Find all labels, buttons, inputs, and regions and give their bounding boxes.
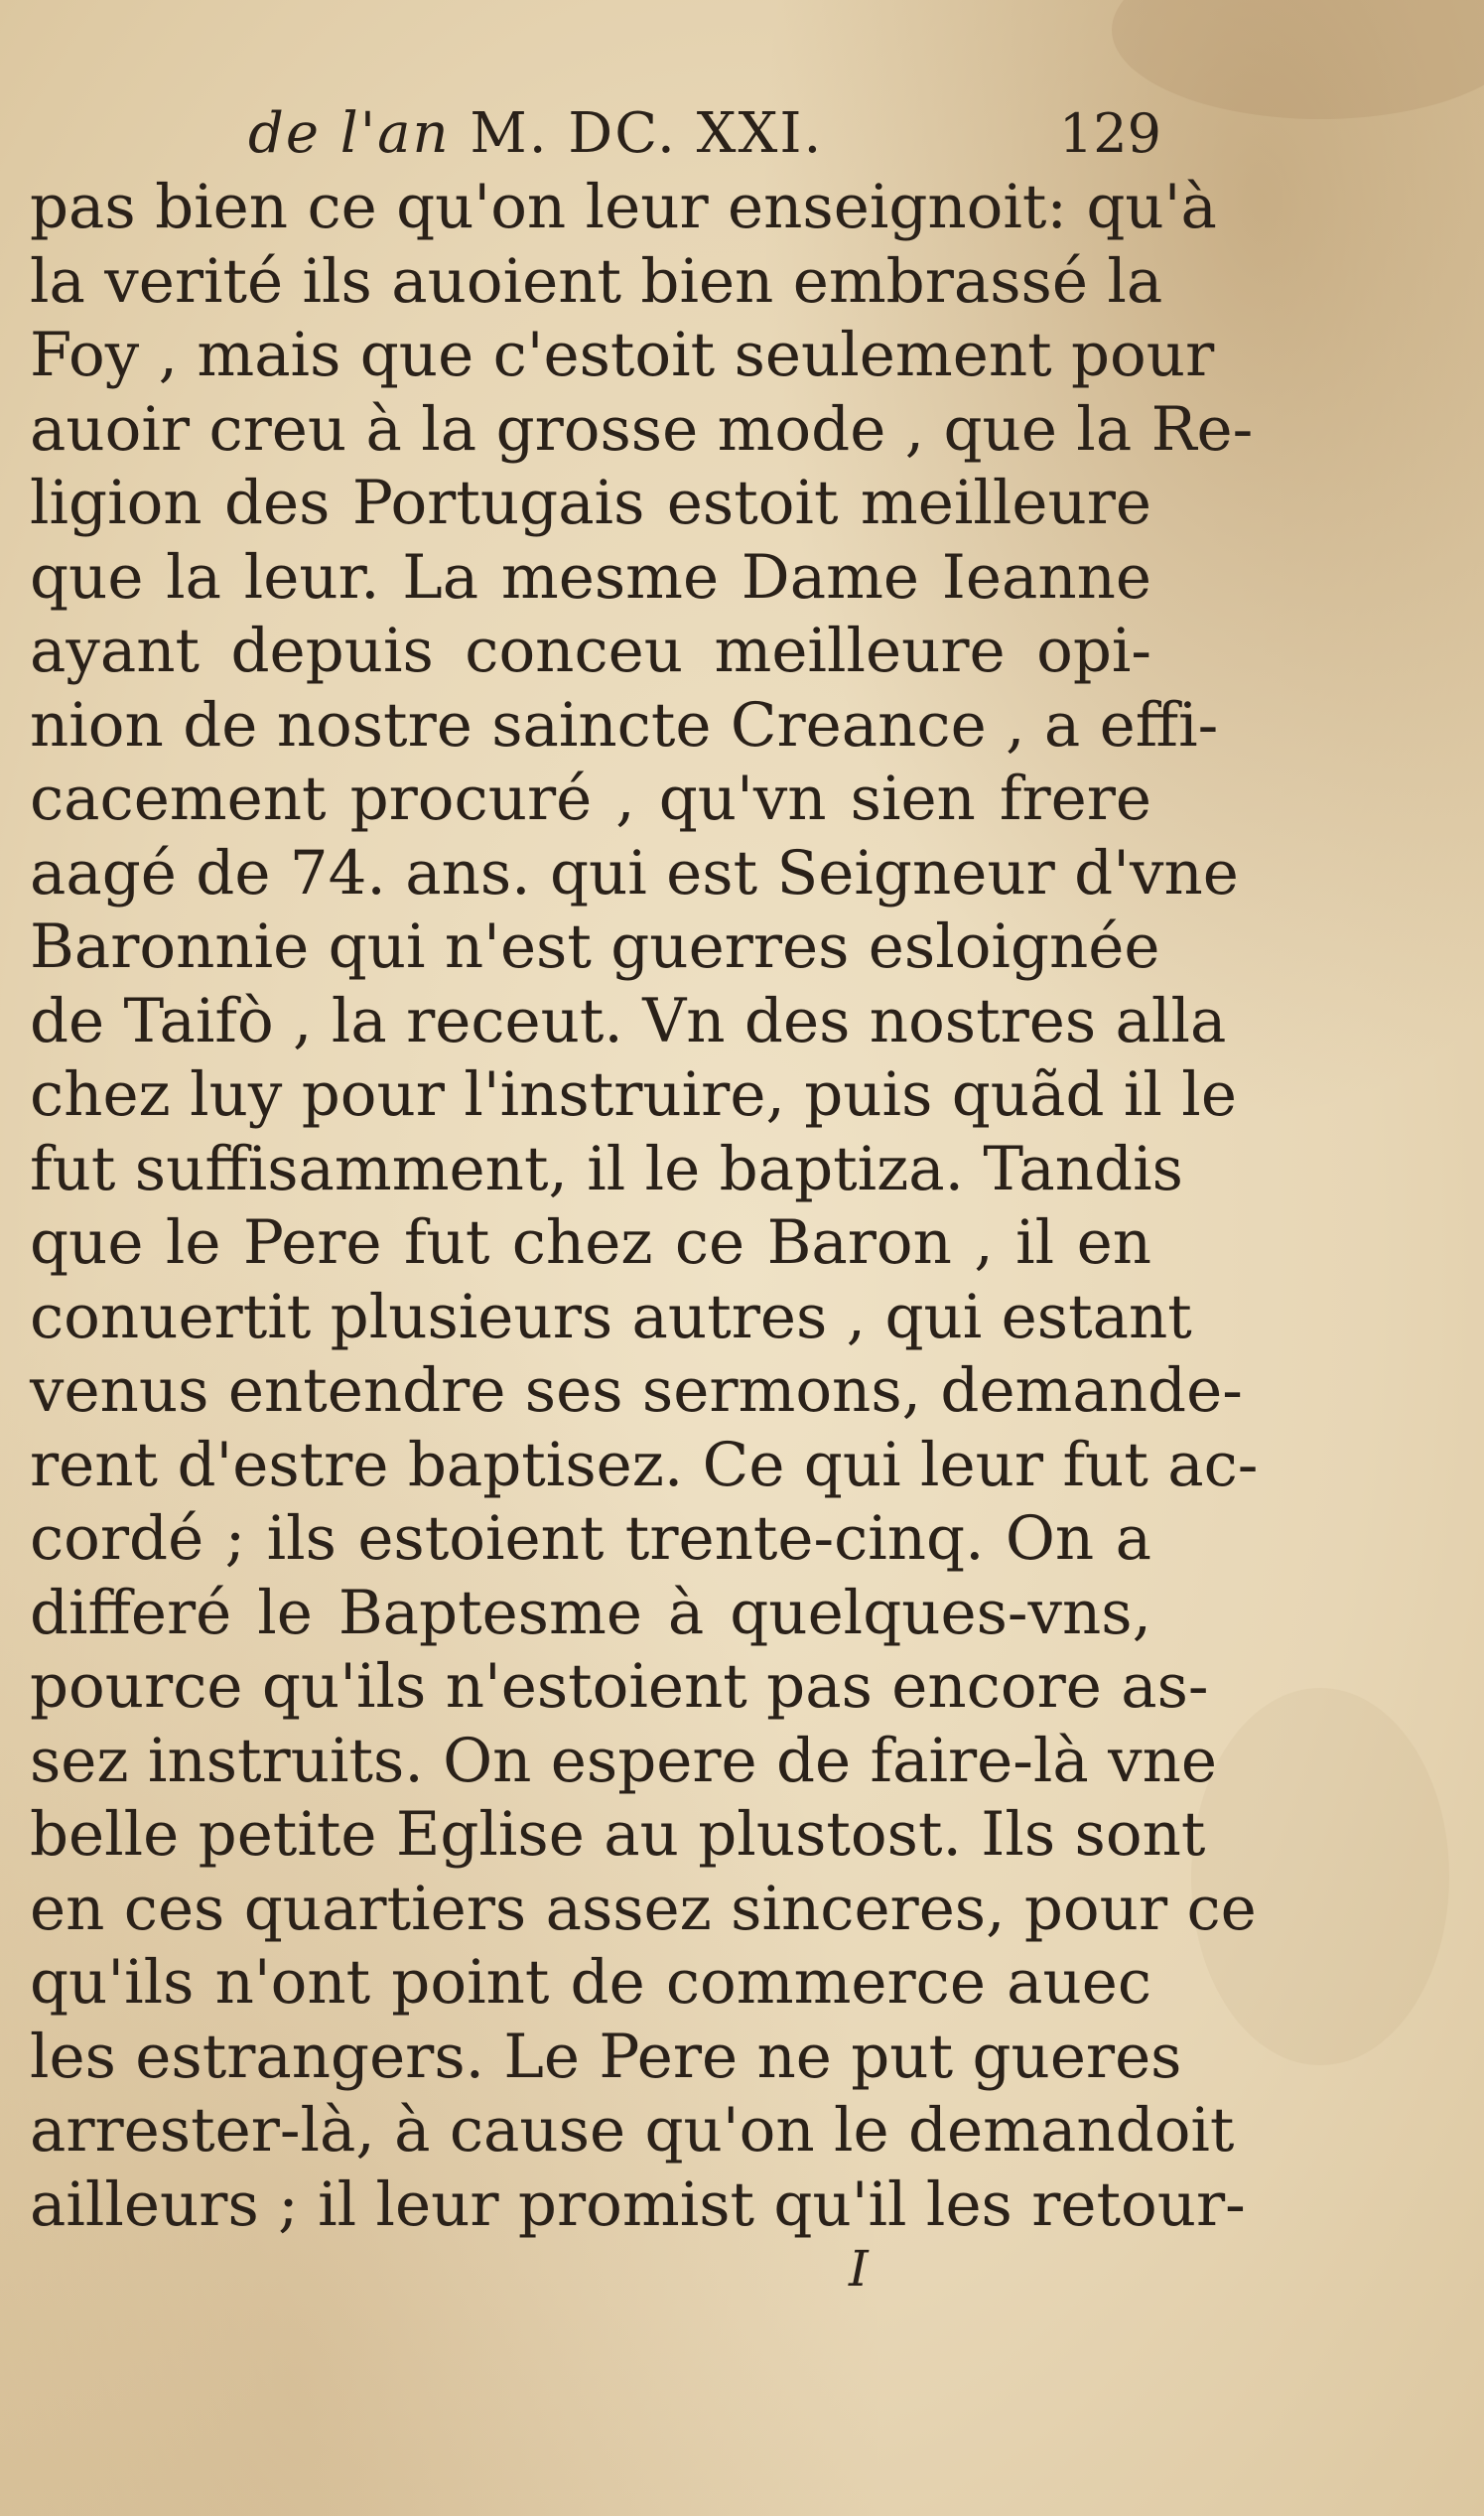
page-number: 129: [1058, 102, 1161, 165]
text-line: la verité ils auoient bien embrassé la: [30, 245, 1163, 317]
text-line: rent d'estre baptisez. Ce qui leur fut ac-: [30, 1429, 1259, 1500]
page-header: [248, 94, 1161, 174]
text-line: conuertit plusieurs autres , qui estant: [30, 1281, 1192, 1352]
text-line: que la leur. La mesme Dame Ieanne: [30, 541, 1151, 613]
text-line: en ces quartiers assez sinceres, pour ce: [30, 1873, 1257, 1944]
text-line: ligion des Portugais estoit meilleure: [30, 468, 1151, 538]
running-head-year: M. DC. XXI.: [470, 101, 824, 166]
text-line: qu'ils n'ont point de commerce auec: [30, 1947, 1151, 2018]
text-line: que le Pere fut chez ce Baron , il en: [30, 1207, 1151, 1278]
text-line: belle petite Eglise au plustost. Ils sont: [30, 1799, 1206, 1870]
text-line: differé le Baptesme à quelques-vns,: [30, 1577, 1151, 1648]
text-line: Baronnie qui n'est guerres esloignée: [30, 911, 1160, 982]
text-line: auoir creu à la grosse mode , que la Re-: [30, 393, 1254, 465]
text-line: arrester-là, à cause qu'on le demandoit: [30, 2095, 1235, 2166]
text-line: chez luy pour l'instruire, puis quãd il le: [30, 1059, 1237, 1130]
body-text: [30, 171, 1259, 2242]
running-head: [248, 94, 823, 174]
text-line: de Taifò , la receut. Vn des nostres alla: [30, 985, 1227, 1056]
paper-stain: [1112, 0, 1484, 119]
text-line: nion de nostre saincte Creance , a effi-: [30, 689, 1219, 761]
text-line: venus entendre ses sermons, demande-: [30, 1355, 1243, 1426]
text-line: fut suffisamment, il le baptiza. Tandis: [30, 1133, 1183, 1204]
text-line: sez instruits. On espere de faire-là vne: [30, 1725, 1217, 1796]
text-line: les estrangers. Le Pere ne put gueres: [30, 2021, 1182, 2092]
text-line: aagé de 74. ans. qui est Seigneur d'vne: [30, 837, 1239, 909]
text-line: Foy , mais que c'estoit seulement pour: [30, 320, 1215, 390]
text-line: pource qu'ils n'estoient pas encore as-: [30, 1651, 1209, 1722]
signature-mark: I: [849, 2240, 869, 2298]
running-head-italic: de l'an: [248, 101, 451, 166]
text-line: pas bien ce qu'on leur enseignoit: qu'à: [30, 172, 1217, 242]
text-line: ailleurs ; il leur promist qu'il les retour-: [30, 2168, 1246, 2240]
text-line: cordé ; ils estoient trente-cinq. On a: [30, 1503, 1151, 1574]
text-line: ayant depuis conceu meilleure opi-: [30, 616, 1151, 686]
text-line: cacement procuré , qu'vn sien frere: [30, 764, 1151, 834]
